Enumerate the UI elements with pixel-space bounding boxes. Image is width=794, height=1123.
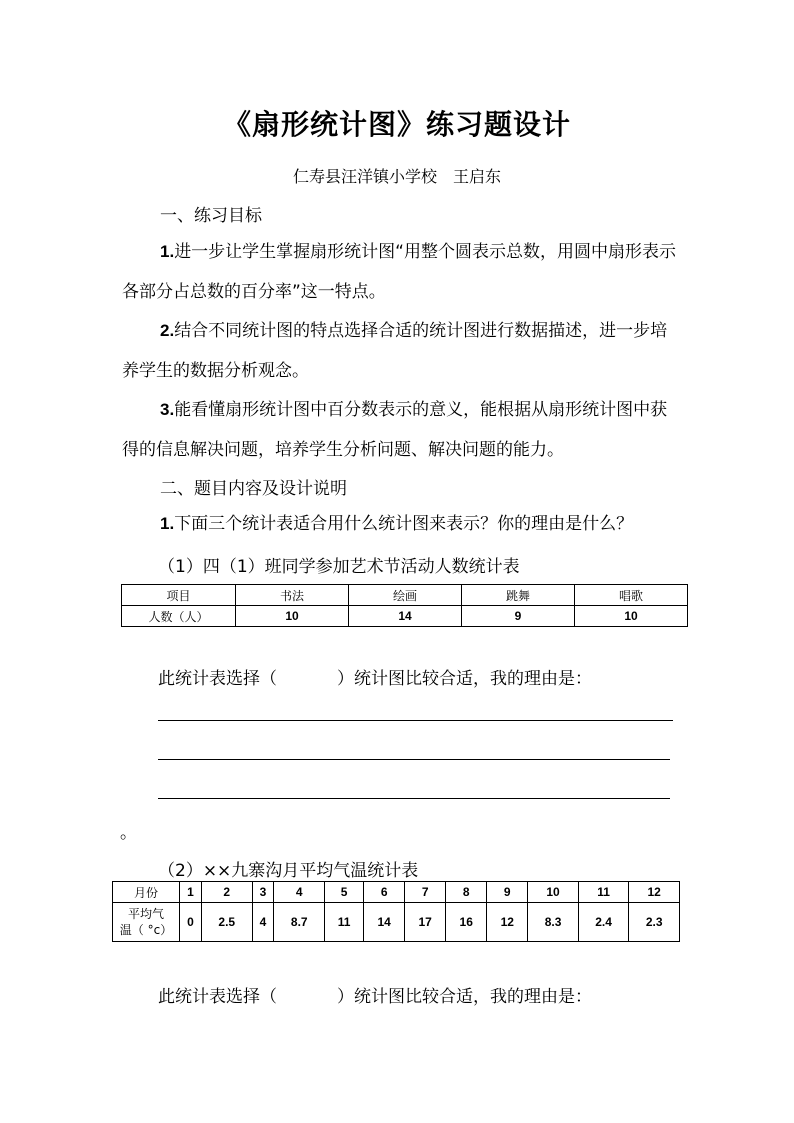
table1-caption: （1）四（1）班同学参加艺术节活动人数统计表	[158, 557, 520, 577]
table-cell: 9	[462, 606, 575, 627]
prompt-text-after: ）统计图比较合适，我的理由是：	[337, 987, 592, 1007]
month-cell: 5	[325, 882, 364, 903]
month-cell: 2	[201, 882, 252, 903]
chart-choice-prompt-1	[158, 664, 592, 689]
prompt-text-after: ）统计图比较合适，我的理由是：	[337, 669, 592, 689]
month-cell: 8	[446, 882, 487, 903]
document-title: 《扇形统计图》练习题设计	[222, 108, 571, 141]
table-cell: 16	[446, 903, 487, 942]
table-cell: 8.3	[528, 903, 579, 942]
month-cell: 7	[405, 882, 446, 903]
month-cell: 9	[487, 882, 528, 903]
table-cell: 14	[349, 606, 462, 627]
table-header-cell: 跳舞	[462, 585, 575, 606]
table-header-cell: 书法	[236, 585, 349, 606]
row-label-cell: 人数（人）	[122, 606, 236, 627]
goal-item-1	[122, 232, 682, 312]
question-text: 下面三个统计表适合用什么统计图来表示？你的理由是什么？	[174, 514, 634, 534]
author-line: 仁寿县汪洋镇小学校 王启东	[292, 167, 501, 186]
table-row	[113, 903, 680, 942]
answer-line[interactable]	[158, 720, 673, 721]
table-cell: 14	[364, 903, 405, 942]
prompt-text-before: 此统计表选择（	[158, 987, 277, 1007]
row-label-line: 平均气	[127, 907, 164, 921]
table-cell: 17	[405, 903, 446, 942]
month-cell: 12	[629, 882, 680, 903]
table-row	[113, 882, 680, 903]
goal-item-3	[122, 390, 682, 470]
table-row	[122, 585, 688, 606]
row-label-cell	[113, 903, 180, 942]
table-header-cell: 绘画	[349, 585, 462, 606]
question-1	[122, 504, 682, 544]
month-cell: 6	[364, 882, 405, 903]
answer-line[interactable]	[158, 759, 670, 760]
table-cell: 10	[575, 606, 688, 627]
goal-text: 能看懂扇形统计图中百分数表示的意义，能根据从扇形统计图中获得的信息解决问题，培养学生分析问题、解决问题的能力。	[122, 400, 668, 460]
section-heading-content: 二、题目内容及设计说明	[160, 479, 347, 499]
month-cell: 10	[528, 882, 579, 903]
goal-item-2	[122, 311, 682, 391]
prompt-text-before: 此统计表选择（	[158, 669, 277, 689]
table-cell: 2.5	[201, 903, 252, 942]
table-row	[122, 606, 688, 627]
question-number: 1.	[160, 514, 175, 533]
row-label-line: 温（ °c）	[119, 923, 173, 937]
table-header-cell: 月份	[113, 882, 180, 903]
trailing-period: 。	[120, 823, 137, 843]
table-header-cell: 唱歌	[575, 585, 688, 606]
month-cell: 4	[274, 882, 325, 903]
goal-number: 3.	[160, 400, 175, 419]
table-cell: 11	[325, 903, 364, 942]
table-cell: 2.3	[629, 903, 680, 942]
table-cell: 8.7	[274, 903, 325, 942]
goal-number: 1.	[160, 242, 175, 261]
table-header-cell: 项目	[122, 585, 236, 606]
goal-text: 进一步让学生掌握扇形统计图“用整个圆表示总数，用圆中扇形表示各部分占总数的百分率”这一特点。	[122, 242, 676, 302]
goal-number: 2.	[160, 321, 175, 340]
month-cell: 1	[180, 882, 202, 903]
month-cell: 11	[578, 882, 629, 903]
activity-count-table	[121, 584, 688, 627]
month-cell: 3	[252, 882, 274, 903]
answer-line[interactable]	[158, 798, 670, 799]
chart-choice-prompt-2	[158, 982, 592, 1007]
temperature-table	[112, 881, 680, 942]
table-cell: 12	[487, 903, 528, 942]
goal-text: 结合不同统计图的特点选择合适的统计图进行数据描述，进一步培养学生的数据分析观念。	[122, 321, 668, 381]
table-cell: 4	[252, 903, 274, 942]
table2-caption: （2）××九寨沟月平均气温统计表	[158, 861, 419, 881]
section-heading-goals: 一、练习目标	[160, 206, 262, 226]
table-cell: 2.4	[578, 903, 629, 942]
table-cell: 0	[180, 903, 202, 942]
table-cell: 10	[236, 606, 349, 627]
